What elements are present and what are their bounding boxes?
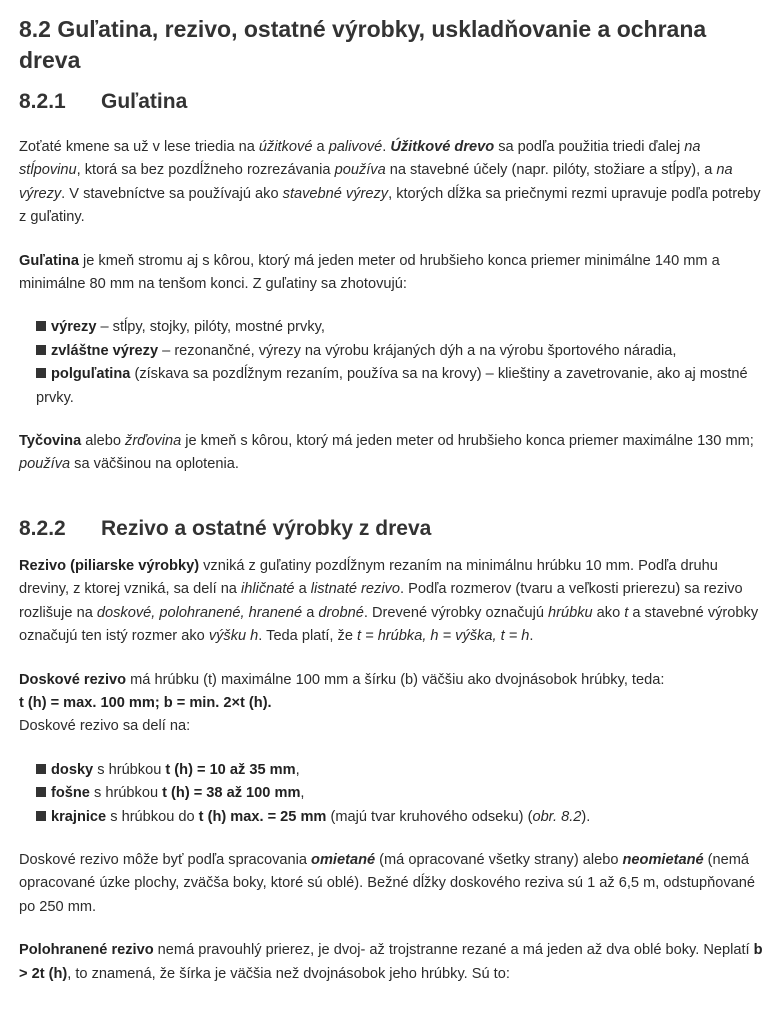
section-title: Guľatina bbox=[101, 90, 188, 113]
paragraph-gulatina-intro: Zoťaté kmene sa už v lese triedia na úžitkové a palivové. Úžitkové drevo sa podľa použitia triedi ďalej na stĺpovinu, ktorá sa bez pozdĺžneho rozrezávania používa na stavebné účely (napr. pilóty, stožiare a stĺpy), a na výrezy. V stavebníctve sa používajú ako stavebné výrezy, ktorých dĺžka sa priečnymi rezmi upravuje podľa potreby z guľatiny. bbox=[19, 139, 761, 226]
square-bullet-icon bbox=[36, 764, 46, 774]
square-bullet-icon bbox=[36, 787, 46, 797]
gulatina-list bbox=[19, 316, 756, 410]
section-number: 8.2.2 bbox=[19, 516, 66, 540]
paragraph-spracovanie: Doskové rezivo môže byť podľa spracovania omietané (má opracované všetky strany) alebo neomietané (nemá opracované úzke plochy, zväčša boky, ktoré sú oblé). Bežné dĺžky doskového reziva sú 1 až 6,5 m, odstupňované po 250 mm. bbox=[19, 851, 756, 915]
square-bullet-icon bbox=[36, 321, 46, 331]
section-heading-8-2-2 bbox=[19, 515, 776, 543]
section-title: Rezivo a ostatné výrobky z dreva bbox=[101, 516, 432, 540]
formula: t (h) = max. 100 mm; b = min. 2×t (h). bbox=[19, 694, 272, 711]
list-item: fošne s hrúbkou t (h) = 38 až 100 mm, bbox=[36, 782, 756, 805]
paragraph-rezivo: Rezivo (piliarske výrobky) vzniká z guľatiny pozdĺžnym rezaním na minimálnu hrúbku 10 mm. Podľa druhu dreviny, z ktorej vzniká, sa delí na ihličnaté a listnaté rezivo. Podľa rozmerov (tvaru a veľkosti prierezu) sa rezivo rozlišuje na doskové, polohranené, hranené a drobné. Drevené výrobky označujú hrúbku ako t a stavebné výrobky označujú ten istý rozmer ako výšku h. Teda platí, že t = hrúbka, h = výška, t = h. bbox=[19, 557, 759, 645]
page-title: 8.2 Guľatina, rezivo, ostatné výrobky, uskladňovanie a ochrana dreva bbox=[19, 16, 707, 73]
list-item: polguľatina (získava sa pozdĺžnym rezaním, používa sa na krovy) – klieštiny a zavetrovanie, ako aj mostné prvky. bbox=[36, 366, 748, 406]
list-item: zvláštne výrezy – rezonančné, výrezy na výrobu krájaných dýh a na výrobu športového náradia, bbox=[36, 340, 756, 363]
section-heading-8-2-1 bbox=[19, 88, 776, 116]
square-bullet-icon bbox=[36, 345, 46, 355]
list-item: výrezy – stĺpy, stojky, pilóty, mostné prvky, bbox=[36, 316, 756, 339]
square-bullet-icon bbox=[36, 811, 46, 821]
paragraph-gulatina-definition: Guľatina je kmeň stromu aj s kôrou, ktorý má jeden meter od hrubšieho konca priemer minimálne 140 mm a minimálne 80 mm na tenšom konci. Z guľatiny sa zhotovujú: bbox=[19, 252, 720, 293]
list-item: dosky s hrúbkou t (h) = 10 až 35 mm, bbox=[36, 759, 756, 782]
paragraph-polohranene: Polohranené rezivo nemá pravouhlý prierez, je dvoj- až trojstranne rezané a má jeden až dva oblé boky. Neplatí b > 2t (h), to znamená, že šírka je väčšia než dvojnásobok jeho hrúbky. Sú to: bbox=[19, 942, 763, 982]
list-item: krajnice s hrúbkou do t (h) max. = 25 mm (majú tvar kruhového odseku) (obr. 8.2). bbox=[36, 806, 756, 829]
doskove-rezivo-list bbox=[19, 759, 756, 829]
paragraph-doskove-rezivo: Doskové rezivo má hrúbku (t) maximálne 100 mm a šírku (b) väčšiu ako dvojnásobok hrúbky, teda: t (h) = max. 100 mm; b = min. 2×t (h). Doskové rezivo sa delí na: bbox=[19, 671, 665, 735]
square-bullet-icon bbox=[36, 368, 46, 378]
paragraph-tycovina: Tyčovina alebo žrďovina je kmeň s kôrou, ktorý má jeden meter od hrubšieho konca priemer maximálne 130 mm; používa sa väčšinou na oplotenia. bbox=[19, 433, 754, 473]
figure-reference: obr. 8.2 bbox=[532, 808, 582, 825]
section-number: 8.2.1 bbox=[19, 90, 66, 113]
